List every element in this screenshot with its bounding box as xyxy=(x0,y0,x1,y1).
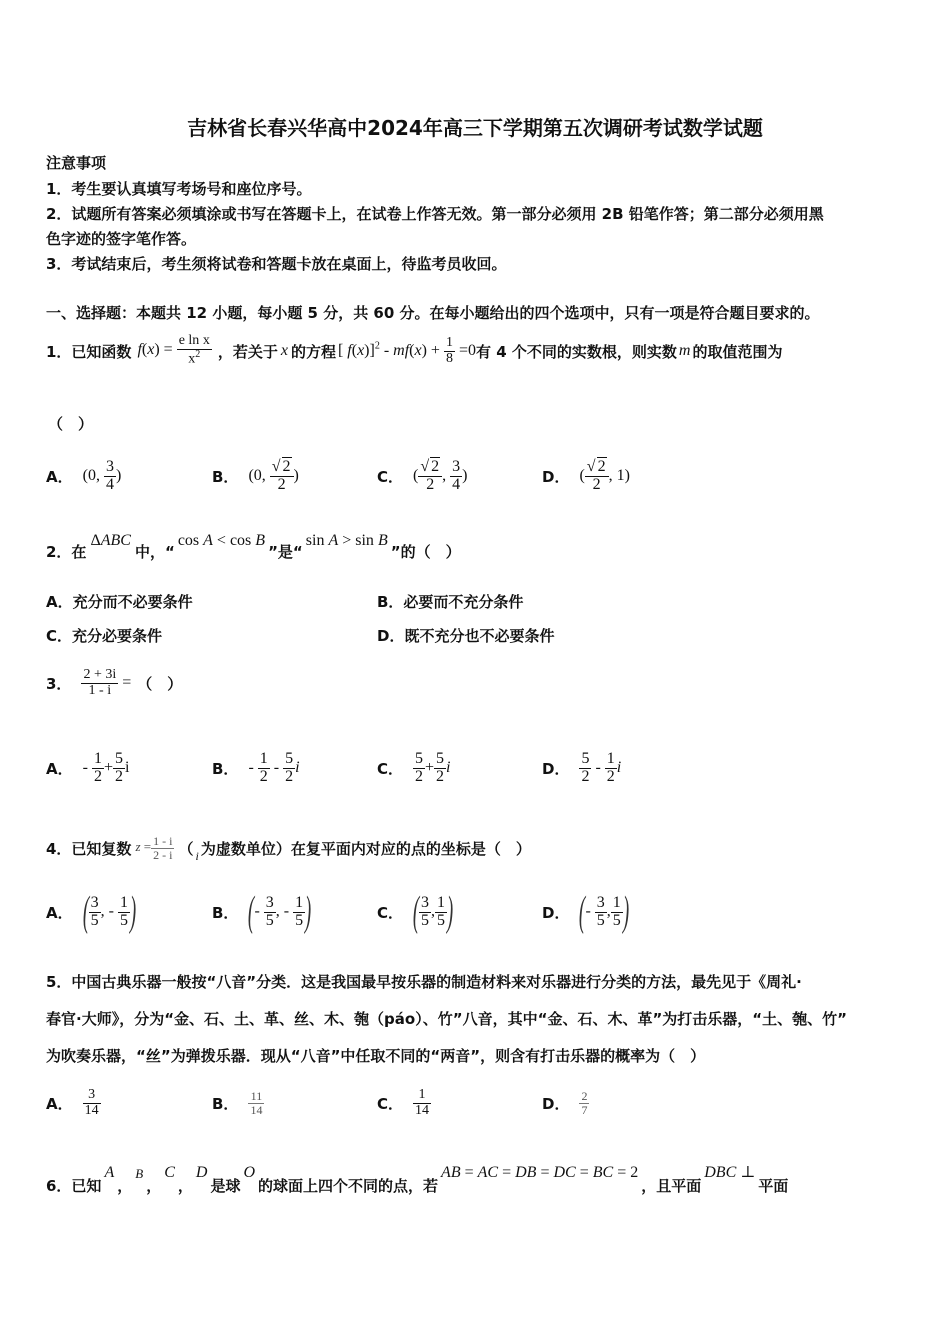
q3-option-b-label: B． xyxy=(212,759,239,778)
q5-line-1: 5．中国古典乐器一般按“八音”分类．这是我国最早按乐器的制造材料来对乐器进行分类的方法，最先见于《周礼· xyxy=(46,973,802,991)
q6-sep-1: ， xyxy=(117,1177,133,1195)
q4-option-d-label: D． xyxy=(542,903,570,922)
q4-option-d[interactable] xyxy=(542,884,629,940)
q2-stem-t1: 中，“ xyxy=(134,543,175,561)
q4-option-b-label: B． xyxy=(212,903,239,922)
q4-option-a[interactable] xyxy=(46,884,136,940)
q4-option-a-label: A． xyxy=(46,903,73,922)
q5-option-d[interactable] xyxy=(542,1078,589,1128)
q1-option-a-value: (0, $\frac{3}{4}$ ) xyxy=(82,457,122,493)
q3-options xyxy=(46,742,916,794)
notice-item-3: 3．考试结束后，考生须将试卷和答题卡放在桌面上，待监考员收回。 xyxy=(46,255,507,273)
q1-option-b-value: (0, $\frac{√ 2}{2}$ ) xyxy=(248,457,299,493)
q6-point-a: A xyxy=(104,1164,115,1181)
q3-option-d[interactable] xyxy=(542,742,621,794)
q3-option-b-value: - $\frac{1}{2}$ - $\frac{5}{2}$ i xyxy=(248,749,300,785)
q3-option-d-label: D． xyxy=(542,759,570,778)
q1-option-c-value: ( $\frac{√ 2}{2}$ , $\frac{3}{4}$ ) xyxy=(413,457,468,493)
q1-stem-mid2: 的方程 xyxy=(290,342,336,361)
q6-equalities: AB = AC = DB = DC = BC = 2 xyxy=(441,1164,639,1181)
q3-stem-start: 3． xyxy=(46,674,72,693)
q6-stem-start: 6．已知 xyxy=(46,1177,102,1195)
q2-condition-2: sin A > sin B xyxy=(305,532,388,549)
q2-stem-start: 2．在 xyxy=(46,543,87,561)
q6-plane-dbc: DBC ⊥ xyxy=(704,1164,756,1181)
q1-function-formula: f(x) = $\frac{\text{e ln x}}{x^2}$ xyxy=(137,333,210,367)
q6-sep-3: ， xyxy=(177,1177,193,1195)
q4-stem-t2: 为虚数单位）在复平面内对应的点的坐标是（ ） xyxy=(200,839,531,858)
q1-option-c[interactable] xyxy=(377,448,467,504)
q3-option-c-value: $\frac{5}{2}$ + $\frac{5}{2}$ i xyxy=(415,749,451,785)
q3-blank: （ ） xyxy=(137,674,183,693)
q3-option-d-value: $\frac{5}{2}$ - $\frac{1}{2}$ i xyxy=(581,749,622,785)
q1-var-x: x xyxy=(280,342,288,359)
q4-options xyxy=(46,884,916,940)
q2-stem-t3: ”的（ ） xyxy=(390,543,461,561)
q1-option-a[interactable] xyxy=(46,448,121,504)
q6-point-b: B xyxy=(135,1166,144,1181)
notice-heading: 注意事项 xyxy=(46,154,107,172)
q6-stem-t1: 是球 xyxy=(210,1177,241,1195)
q1-option-b-label: B． xyxy=(212,467,239,486)
q4-stem-t1: （ xyxy=(178,839,194,858)
q5-options xyxy=(46,1078,916,1128)
q4-option-c[interactable] xyxy=(377,884,453,940)
q2-option-c[interactable]: C．充分必要条件 xyxy=(46,627,163,645)
q5-option-a-label: A． xyxy=(46,1094,73,1113)
q1-var-m: m xyxy=(678,342,691,359)
q1-stem-mid: ，若关于 xyxy=(217,342,278,361)
q1-blank: （ ） xyxy=(48,415,94,433)
section-heading: 一、选择题：本题共 12 小题，每小题 5 分，共 60 分。在每小题给出的四个选项中，只有一项是符合题目要求的。 xyxy=(46,304,820,322)
q1-equation: [ f(x)]$^2$ - mf(x) + $\frac{1}{8}$ =0 xyxy=(337,334,476,366)
q6-stem-t4: 平面 xyxy=(758,1177,789,1195)
q4-var-i: i xyxy=(195,848,199,863)
q4-option-b-value: (- $\frac{3}{5}$ , - $\frac{1}{5}$ ) xyxy=(248,889,312,935)
q1-option-d[interactable] xyxy=(542,448,630,504)
q1-option-a-label: A． xyxy=(46,467,73,486)
q5-line-2: 春官·大师》，分为“金、石、土、革、丝、木、匏（páo）、竹”八音，其中“金、石、木、革”为打击乐器，“土、匏、竹” xyxy=(46,1010,848,1028)
q1-option-d-label: D． xyxy=(542,467,570,486)
q5-option-b-value: $\frac{11}{14}$ xyxy=(250,1088,263,1117)
q3-option-c-label: C． xyxy=(377,759,404,778)
q1-options xyxy=(46,448,916,504)
q4-option-c-label: C． xyxy=(377,903,404,922)
q3-option-b[interactable] xyxy=(212,742,300,794)
q6-sep-2: ， xyxy=(146,1177,162,1195)
q5-option-a-value: $\frac{3}{14}$ xyxy=(84,1086,99,1118)
question-4 xyxy=(46,826,531,870)
q2-option-a[interactable]: A．充分而不必要条件 xyxy=(46,593,193,611)
q3-option-a-label: A． xyxy=(46,759,73,778)
question-1 xyxy=(46,326,782,376)
q5-option-b[interactable] xyxy=(212,1078,264,1128)
q5-line-3: 为吹奏乐器，“丝”为弹拨乐器．现从“八音”中任取不同的“两音”，则含有打击乐器的概率为（ ） xyxy=(46,1047,706,1065)
q5-option-c[interactable] xyxy=(377,1078,431,1128)
q1-stem-tail: 有 4 个不同的实数根，则实数 xyxy=(475,342,677,361)
q5-option-c-value: $\frac{1}{14}$ xyxy=(415,1086,430,1118)
q1-option-c-label: C． xyxy=(377,467,404,486)
q1-option-d-value: ( $\frac{√ 2}{2}$ , 1) xyxy=(579,457,630,493)
question-3 xyxy=(46,656,182,710)
q1-stem-tail2: 的取值范围为 xyxy=(692,342,783,361)
q5-option-d-value: $\frac{2}{7}$ xyxy=(581,1088,588,1117)
q4-stem-start: 4．已知复数 xyxy=(46,839,132,858)
q2-triangle: ΔABC xyxy=(90,532,131,549)
question-2 xyxy=(46,530,461,562)
q4-z-formula: z = $\frac{1 - i}{2 - i}$ xyxy=(135,833,173,862)
q5-option-d-label: D． xyxy=(542,1094,570,1113)
q6-sphere-center: O xyxy=(243,1164,256,1181)
q3-option-a-value: - $\frac{1}{2}$ + $\frac{5}{2}$ i xyxy=(82,749,130,785)
q4-option-a-value: ( $\frac{3}{5}$ , - $\frac{1}{5}$ ) xyxy=(82,889,137,935)
q6-stem-t2: 的球面上四个不同的点，若 xyxy=(258,1177,439,1195)
notice-item-2: 2．试题所有答案必须填涂或书写在答题卡上，在试卷上作答无效。第一部分必须用 2B 铅笔作答；第二部分必须用黑 xyxy=(46,205,824,223)
q5-option-a[interactable] xyxy=(46,1078,101,1128)
q2-option-d[interactable]: D．既不充分也不必要条件 xyxy=(377,627,555,645)
q3-expression: $\frac{2 + 3i}{1 - i}$ = xyxy=(83,666,132,698)
q6-point-c: C xyxy=(164,1164,175,1181)
q6-point-d: D xyxy=(195,1164,208,1181)
q1-option-b[interactable] xyxy=(212,448,299,504)
q4-option-c-value: ( $\frac{3}{5}$ , $\frac{1}{5}$ ) xyxy=(412,889,454,935)
notice-item-2-cont: 色字迹的签字笔作答。 xyxy=(46,230,197,248)
notice-item-1: 1．考生要认真填写考场号和座位序号。 xyxy=(46,180,312,198)
q4-option-d-value: (- $\frac{3}{5}$ , $\frac{1}{5}$ ) xyxy=(579,889,629,935)
q1-stem-start: 1．已知函数 xyxy=(46,342,132,361)
page-title: 吉林省长春兴华高中2024年高三下学期第五次调研考试数学试题 xyxy=(187,116,763,140)
q2-option-b[interactable]: B．必要而不充分条件 xyxy=(377,593,524,611)
q4-option-b[interactable] xyxy=(212,884,311,940)
q5-option-c-label: C． xyxy=(377,1094,404,1113)
q3-option-a[interactable] xyxy=(46,742,129,794)
question-6 xyxy=(46,1160,788,1196)
q2-condition-1: cos A < cos B xyxy=(177,532,266,549)
q3-option-c[interactable] xyxy=(377,742,451,794)
q6-stem-t3: ，且平面 xyxy=(641,1177,702,1195)
q2-stem-t2: ”是“ xyxy=(268,543,303,561)
q5-option-b-label: B． xyxy=(212,1094,239,1113)
